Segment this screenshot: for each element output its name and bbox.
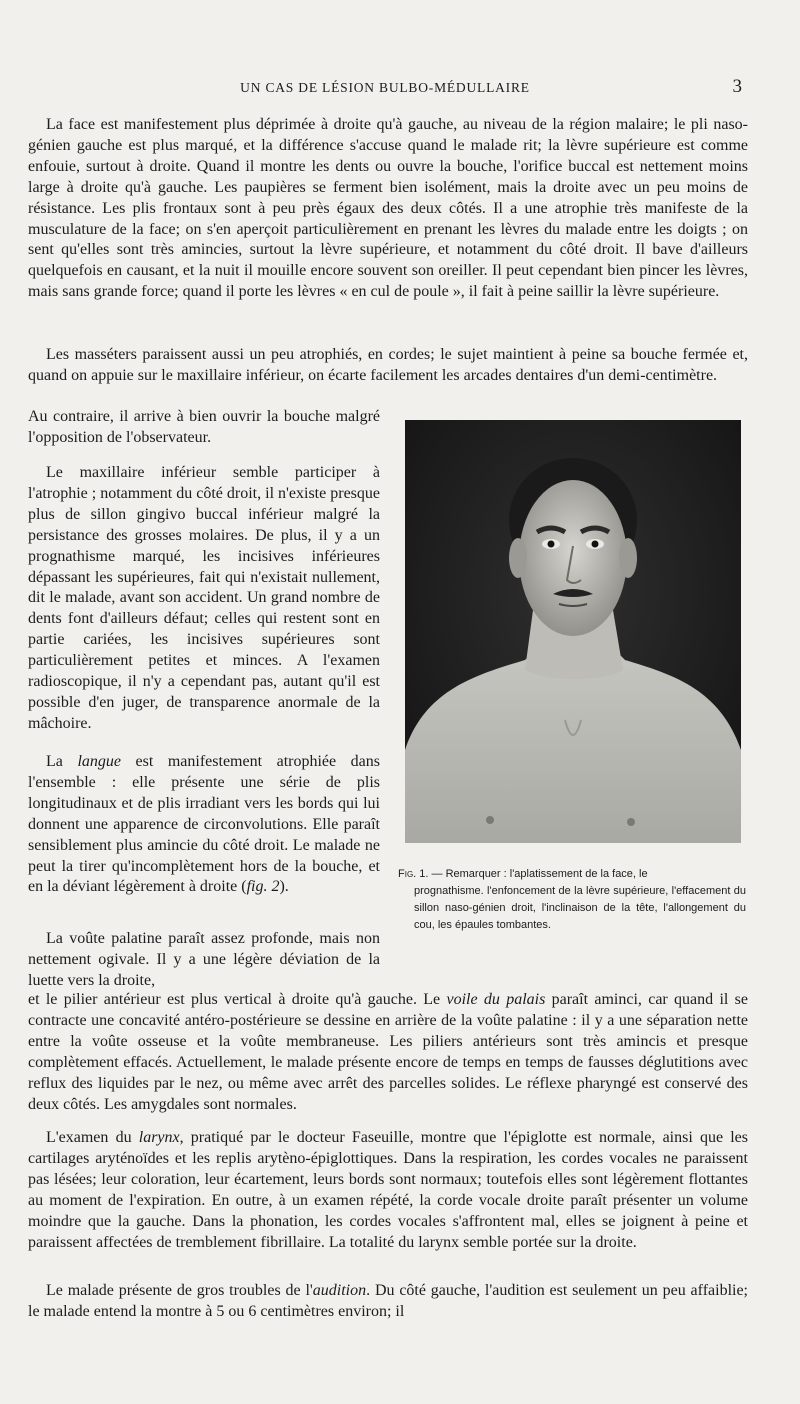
paragraph-langue: [28, 752, 380, 898]
paragraph-audition: [28, 1281, 748, 1323]
figure-caption-line1: — Remarquer : l'aplatissement de la face, le: [428, 868, 648, 880]
larynx-text-a: L'examen du: [46, 1129, 139, 1146]
langue-text-b: est manifestement atrophiée dans l'ensemble : elle présente une série de plis longitudinaux et de plis irradiant vers les bords qui lui donnent une apparence de circonvolutions. Elle paraît sensiblement plus amincie du côté droit. Le malade ne peut la tirer qu'incomplètement hors de la bouche, et en la déviant légèrement à droite (: [28, 753, 381, 896]
larynx-emphasis: larynx: [138, 1129, 180, 1146]
langue-text-c: ).: [279, 878, 289, 896]
patient-portrait-image: [405, 420, 741, 843]
figure-label: Fig. 1.: [398, 868, 429, 880]
voile-text-b: paraît aminci, car quand il se contracte une concavité antéro-postérieure se dessine en arrière de la voûte palatine : il y a une séparation nette entre la voûte osseuse et la voûte membraneuse. Les piliers antérieurs sont très amincis et presque complètement effacés. Actuellement, le malade présente encore de temps en temps de fausses déglutitions avec reflux des liquides par le nez, ou même avec arrêt des parcelles solides. Le réflexe pharyngé est conservé des deux côtés. Les amygdales sont normales.: [28, 991, 748, 1113]
paragraph-larynx: [28, 1128, 748, 1253]
patient-photograph: [405, 420, 741, 843]
paragraph-masseters: Les masséters paraissent aussi un peu atrophiés, en cordes; le sujet maintient à peine sa bouche fermée et, quand on appuie sur le maxillaire inférieur, on écarte facilement les arcades dentaires d'un demi-centimètre.: [28, 346, 748, 384]
figure-reference: fig. 2: [246, 878, 280, 896]
page-number: 3: [732, 76, 742, 97]
voile-emphasis: voile du palais: [446, 991, 546, 1008]
paragraph-voile-palais: [28, 990, 748, 1115]
audition-emphasis: audition: [312, 1282, 367, 1299]
figure-caption-text: prognathisme. l'enfoncement de la lèvre supérieure, l'effacement du sillon naso-génien droit, l'inclinaison de la tête, l'allongement du cou, les épaules tombantes.: [414, 885, 746, 931]
paragraph-maxillaire: Le maxillaire inférieur semble participer à l'atrophie ; notamment du côté droit, il n'existe presque plus de sillon gingivo buccal inférieur malgré la persistance des grosses molaires. De plus, il y a un prognathisme marqué, les incisives inférieures dépassant les supérieures, fait qui n'existait nullement, dit le malade, avant son accident. Un grand nombre de dents font d'ailleurs défaut; celles qui restent sont en partie cariées, les incisives supérieures sont particulièrement petites et minces. A l'examen radioscopique, il n'y a cependant pas, autant qu'il est possible d'en juger, de transparence anormale de la mâchoire.: [28, 464, 380, 732]
paragraph-masseters-continued: Au contraire, il arrive à bien ouvrir la bouche malgré l'opposition de l'observateur.: [28, 408, 380, 446]
audition-text-b: . Du côté gauche, l'audition est seulement un peu affaiblie; le malade entend la montre à 5 ou 6 centimètres environ; il: [28, 1282, 749, 1320]
paragraph-voute-palatine: La voûte palatine paraît assez profonde, mais non nettement ogivale. Il y a une légère déviation de la luette vers la droite,: [28, 930, 380, 989]
running-head: [0, 78, 800, 100]
paragraph-face: La face est manifestement plus déprimée à droite qu'à gauche, au niveau de la région malaire; le pli naso-génien gauche est plus marqué, et la différence s'accuse quand le malade rit; la lèvre supérieure est comme enfouie, surtout à droite. Quand il montre les dents ou ouvre la bouche, l'orifice buccal est nettement moins large à droite qu'à gauche. Les paupières se ferment bien isolément, mais la droite avec un peu moins de résistance. Les plis frontaux sont à peu près égaux des deux côtés. Il a une atrophie très manifeste de la musculature de la face; on s'en aperçoit particulièrement en prenant les lèvres du malade entre les doigts ; on sent qu'elles sont très amincies, surtout la lèvre supérieure, et notamment du côté droit. Il bave d'ailleurs quelquefois en causant, et la nuit il mouille encore souvent son oreiller. Il peut cependant bien pincer les lèvres, mais sans grande force; quand il porte les lèvres « en cul de poule », il fait à peine saillir la lèvre supérieure.: [28, 116, 748, 301]
voile-text-a: et le pilier antérieur est plus vertical à droite qu'à gauche. Le: [28, 991, 447, 1008]
larynx-text-b: , pratiqué par le docteur Faseuille, montre que l'épiglotte est normale, ainsi que les cartilages aryténoïdes et les replis arytèno-épiglottiques. Dans la respiration, les cordes vocales ne paraissent pas lésées; leur coloration, leur écartement, leurs bords sont normaux; toutefois elles sont légèrement flottantes au moment de l'expiration. En outre, à un examen répété, la corde vocale droite paraît présenter un volume moindre que la gauche. Dans la phonation, les cordes vocales s'affrontent mal, elles se joignent à peine et paraissent affectées de tremblement fibrillaire. La totalité du larynx semble portée sur la droite.: [28, 1129, 748, 1251]
figure-caption: [398, 866, 746, 934]
audition-text-a: Le malade présente de gros troubles de l': [46, 1282, 313, 1299]
running-title: UN CAS DE LÉSION BULBO-MÉDULLAIRE: [240, 80, 530, 95]
langue-emphasis: langue: [77, 753, 121, 770]
langue-text-a: La: [46, 753, 78, 770]
